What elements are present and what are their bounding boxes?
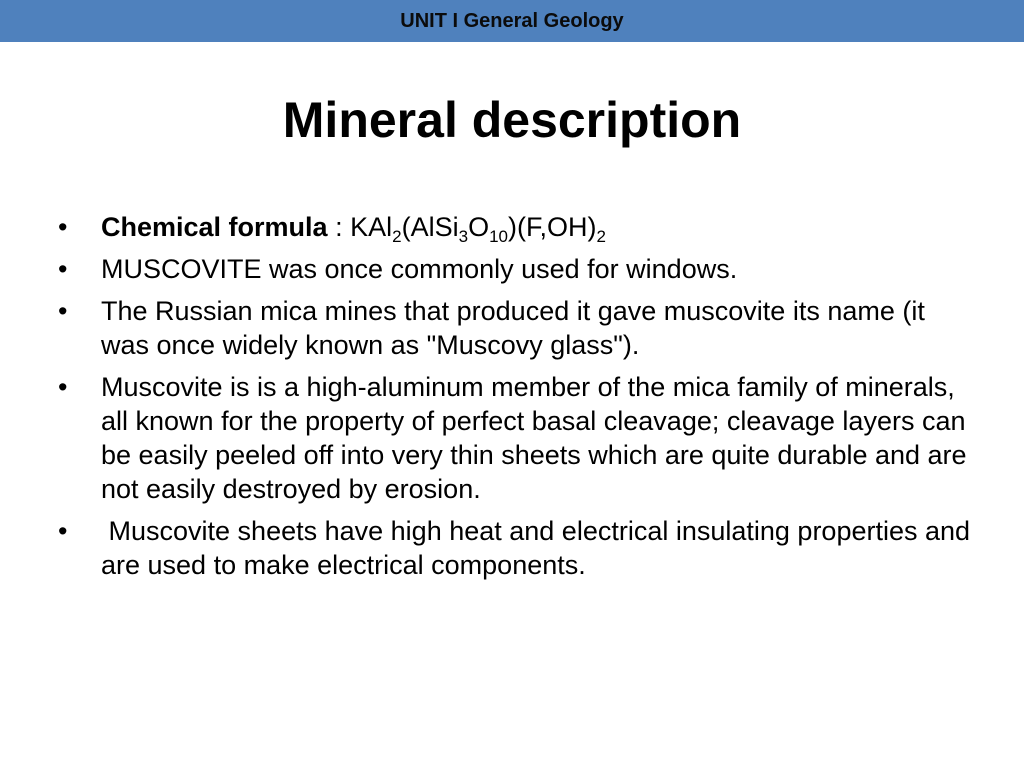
bullet-item — [58, 294, 978, 362]
bullet-icon: • — [58, 516, 68, 546]
bullet-icon: • — [58, 254, 68, 284]
bullet-item — [58, 252, 978, 286]
bullet-list — [58, 210, 978, 590]
bullet-text: Muscovite is is a high-aluminum member of the mica family of minerals, all known for the property of perfect basal cleavage; cleavage layers can be easily peeled off into very thin sheets which are quite durable and are not easily destroyed by erosion. — [101, 372, 967, 504]
bullet-text: Muscovite sheets have high heat and electrical insulating properties and are used to make electrical components. — [101, 516, 978, 580]
top-banner — [0, 0, 1024, 42]
formula-subscript: 2 — [392, 227, 402, 246]
bullet-icon: • — [58, 296, 68, 326]
bullet-icon: • — [58, 212, 68, 242]
formula-part: (AlSi — [401, 212, 459, 242]
formula-label: Chemical formula — [101, 212, 328, 242]
bullet-item — [58, 370, 978, 506]
bullet-icon: • — [58, 372, 68, 402]
slide-title: Mineral description — [282, 92, 742, 148]
formula-subscript: 3 — [458, 227, 469, 246]
bullet-item — [58, 514, 978, 582]
bullet-text: The Russian mica mines that produced it gave muscovite its name (it was once widely known as "Muscovy glass"). — [101, 296, 925, 360]
formula-part: )(F,OH) — [508, 212, 597, 242]
formula-subscript: 10 — [489, 227, 508, 246]
bullet-item-formula — [58, 210, 978, 244]
formula-subscript: 2 — [596, 227, 606, 246]
bullet-text: MUSCOVITE was once commonly used for windows. — [101, 254, 738, 284]
formula-separator: : — [327, 212, 351, 242]
banner-title: UNIT I General Geology — [400, 10, 624, 32]
formula-part: KAl — [350, 212, 393, 242]
formula-part: O — [468, 212, 490, 242]
